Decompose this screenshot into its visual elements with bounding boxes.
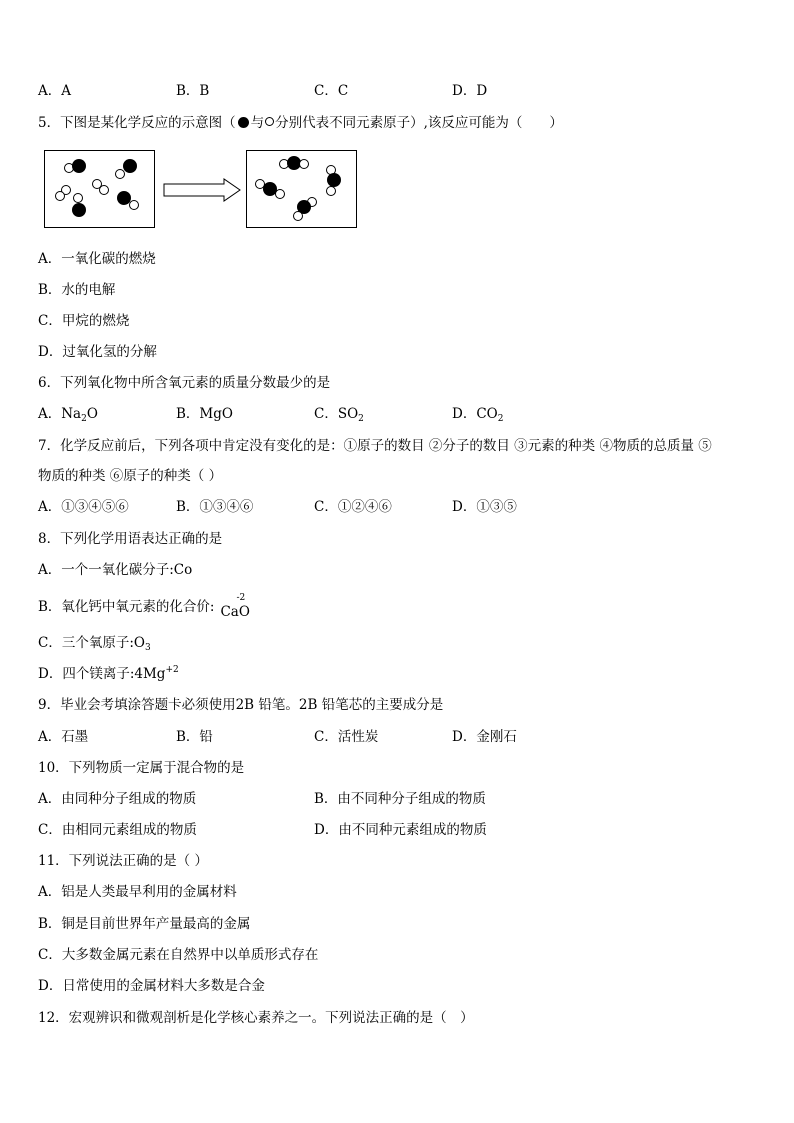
reaction-diagram — [44, 150, 358, 230]
q5-option-b: B．水的电解 — [38, 282, 116, 298]
q9-option-a: A．石墨 — [38, 729, 89, 745]
q6-option-b: B．MgO — [176, 406, 233, 422]
q12-stem: 12．宏观辨识和微观剖析是化学核心素养之一。下列说法正确的是（ ） — [38, 1010, 474, 1026]
black-atom-icon — [238, 117, 249, 128]
q6-option-c: C．$SO_2$ — [314, 406, 364, 424]
q5-option-a: A．一氧化碳的燃烧 — [38, 251, 156, 267]
q5-option-d: D．过氧化氢的分解 — [38, 344, 157, 360]
q11-stem: 11．下列说法正确的是（ ） — [38, 853, 208, 869]
q9-option-b: B．铅 — [176, 729, 213, 745]
q11-option-c: C．大多数金属元素在自然界中以单质形式存在 — [38, 947, 319, 963]
q4-option-b: B．B — [176, 83, 210, 99]
reaction-arrow — [164, 179, 240, 201]
q5-stem: 5．下图是某化学反应的示意图（ 与 分别代表不同元素原子）,该反应可能为（ ） — [38, 115, 563, 131]
q6-option-d: D．$CO_2$ — [452, 406, 504, 424]
q10-option-a: A．由同种分子组成的物质 — [38, 791, 197, 807]
q9-option-d: D．金刚石 — [452, 729, 517, 745]
q10-option-d: D．由不同种元素组成的物质 — [314, 822, 487, 838]
q10-option-c: C．由相同元素组成的物质 — [38, 822, 197, 838]
q6-option-a: A．$Na_2O$ — [38, 406, 98, 424]
q10-stem: 10．下列物质一定属于混合物的是 — [38, 760, 245, 776]
q4-option-d: D．D — [452, 83, 488, 99]
q7-option-a: A．①③④⑤⑥ — [38, 499, 129, 515]
q10-option-b: B．由不同种分子组成的物质 — [314, 791, 486, 807]
q8-option-d: D．四个镁离子$:4Mg^{+2}$ — [38, 665, 179, 682]
q8-stem: 8．下列化学用语表达正确的是 — [38, 531, 223, 547]
q4-option-c: C．C — [314, 83, 349, 99]
q7-option-c: C．①②④⑥ — [314, 499, 392, 515]
q8-option-b: B．氧化钙中氧元素的化合价: -2 CaO — [38, 593, 250, 620]
valence-notation: -2 CaO — [220, 593, 250, 620]
q6-stem: 6．下列氧化物中所含氧元素的质量分数最少的是 — [38, 375, 331, 391]
q9-option-c: C．活性炭 — [314, 729, 379, 745]
q7-stem-line2: 物质的种类 ⑥原子的种类（ ） — [38, 468, 223, 484]
q11-option-d: D．日常使用的金属材料大多数是合金 — [38, 978, 265, 994]
white-atom-icon — [265, 117, 274, 126]
q7-stem-line1: 7．化学反应前后，下列各项中肯定没有变化的是：①原子的数目 ②分子的数目 ③元素的种类 ④物质的总质量 ⑤ — [38, 438, 712, 454]
q8-option-a: A．一个一氧化碳分子:Co — [38, 562, 193, 578]
q11-option-b: B．铜是目前世界年产量最高的金属 — [38, 916, 251, 932]
q11-option-a: A．铝是人类最早利用的金属材料 — [38, 884, 237, 900]
q9-stem: 9．毕业会考填涂答题卡必须使用2B 铅笔。2B 铅笔芯的主要成分是 — [38, 697, 444, 713]
q7-option-b: B．①③④⑥ — [176, 499, 254, 515]
q7-option-d: D．①③⑤ — [452, 499, 517, 515]
q8-option-c: C．三个氧原子$:O_3$ — [38, 635, 151, 653]
q4-option-a: A．A — [38, 83, 71, 99]
q5-option-c: C．甲烷的燃烧 — [38, 313, 130, 329]
